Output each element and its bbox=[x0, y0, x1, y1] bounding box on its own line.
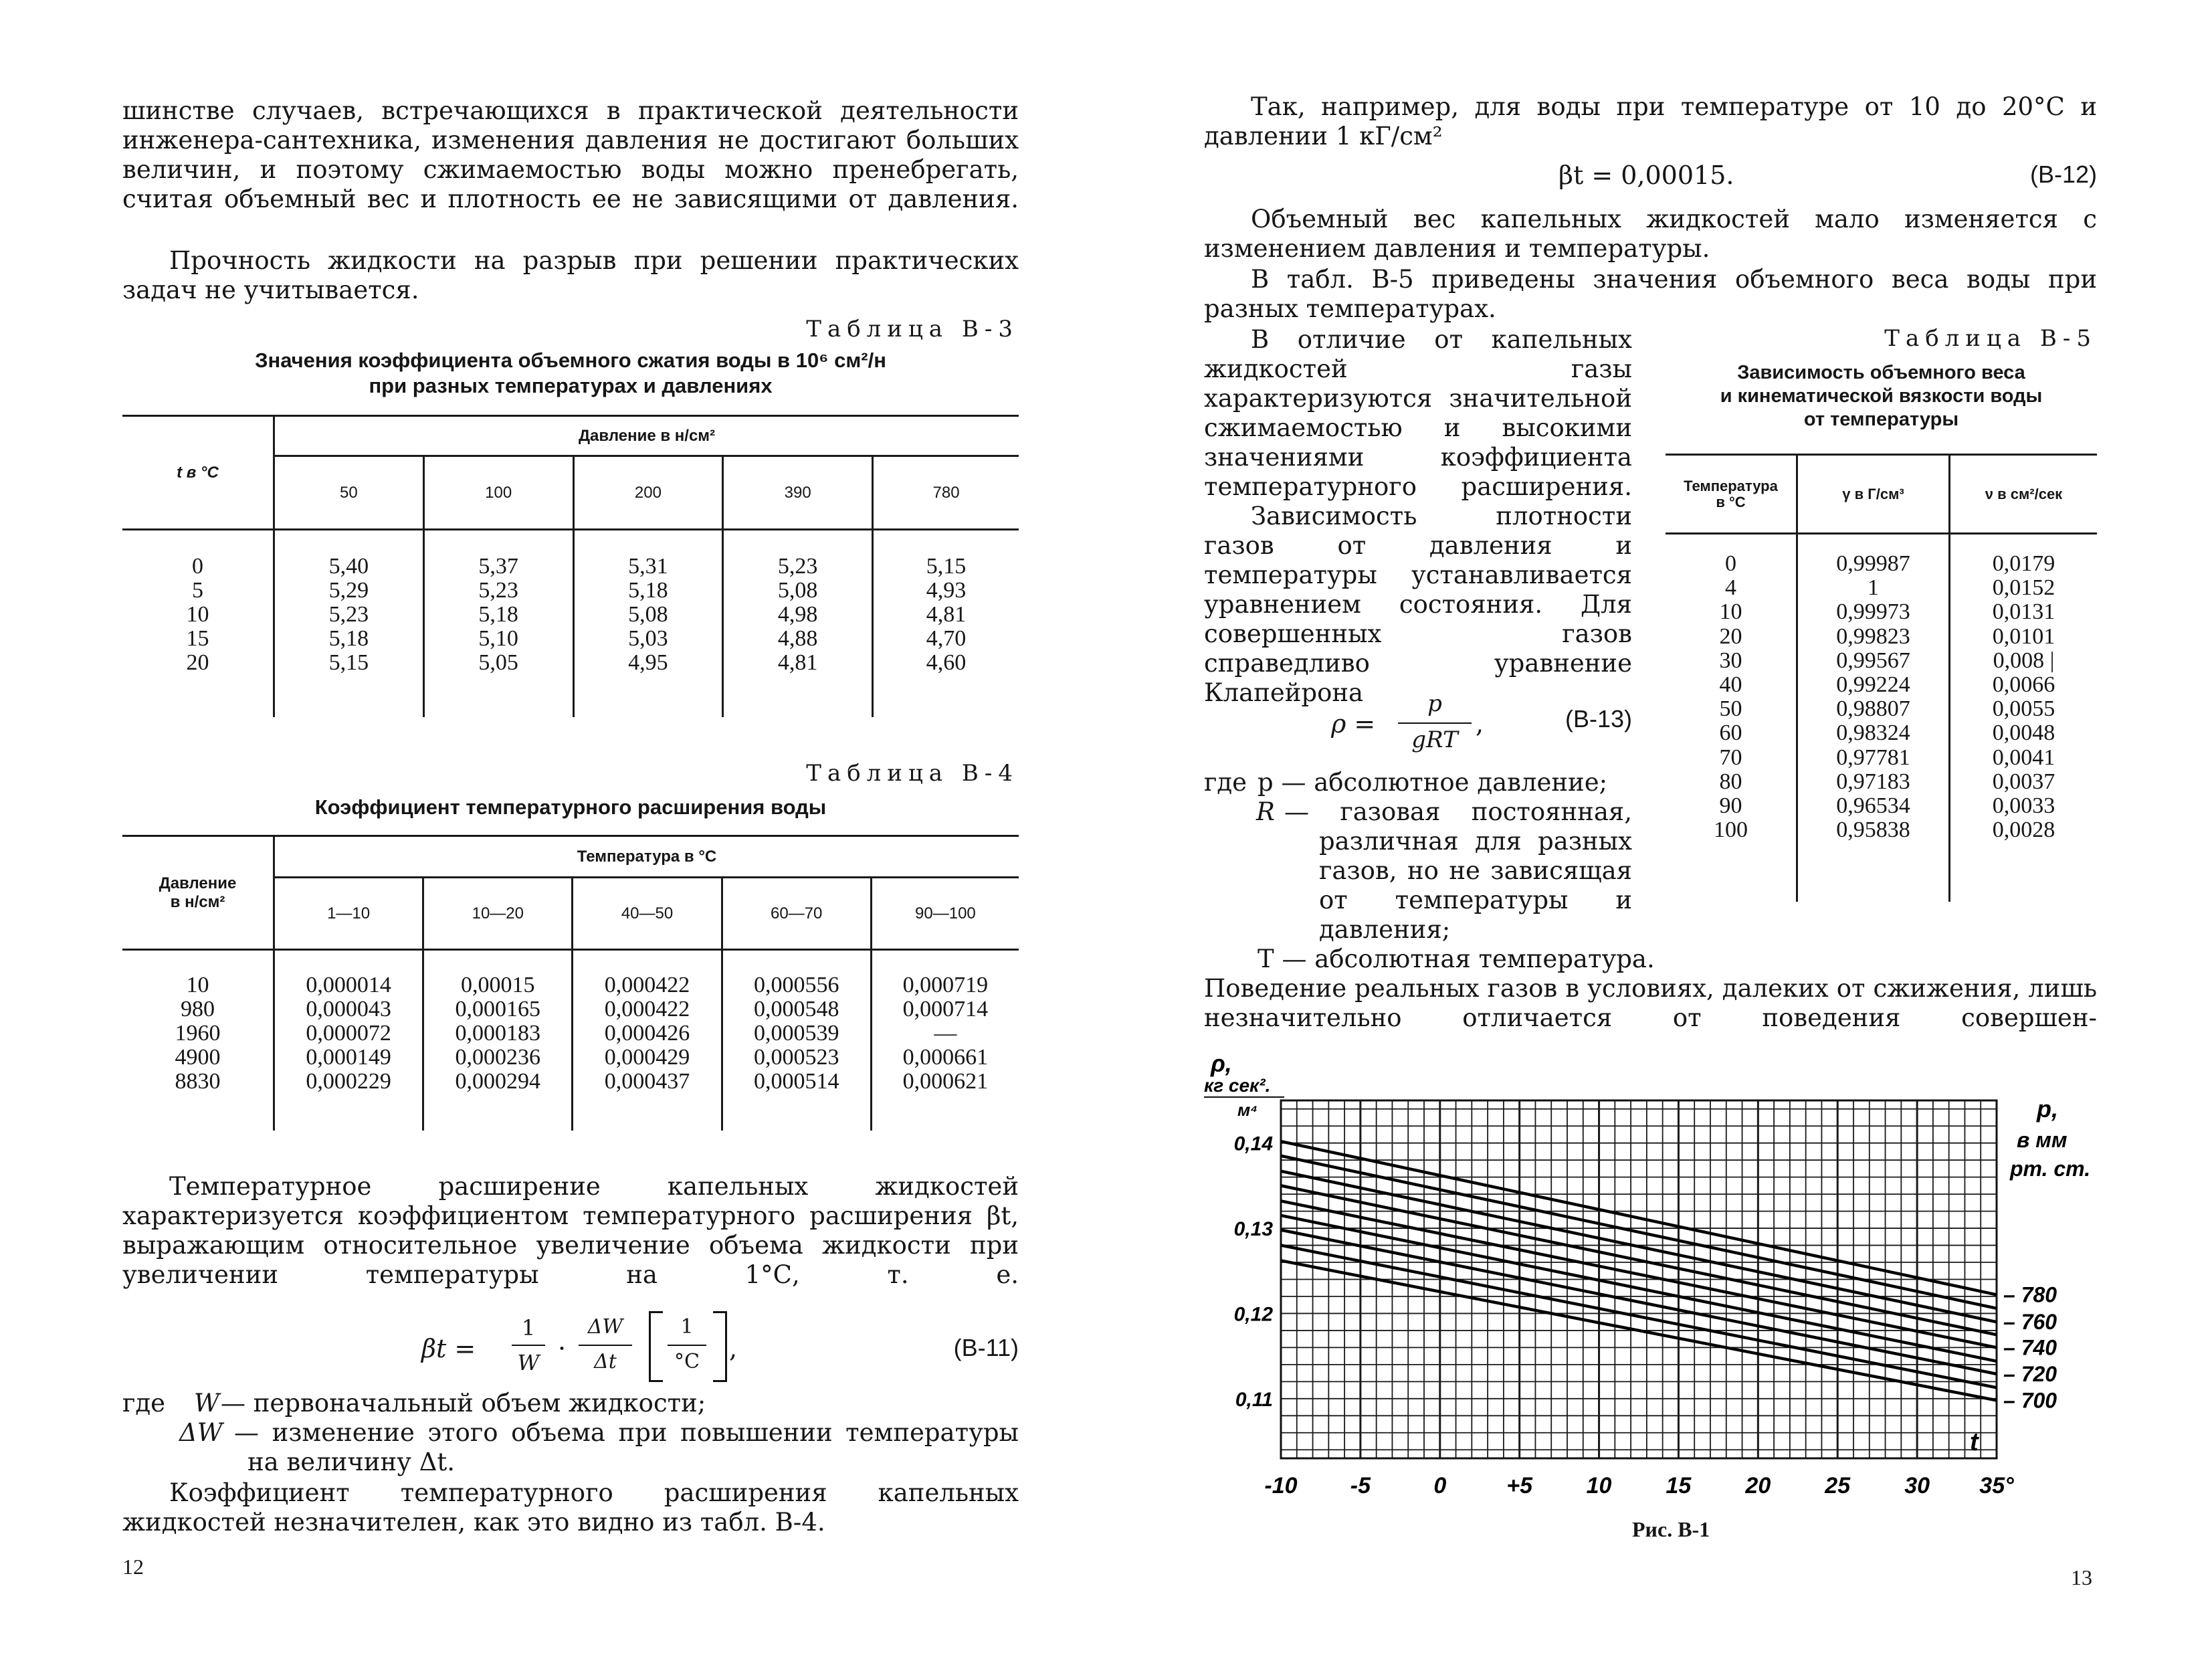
equation-b13 bbox=[1331, 690, 1505, 764]
table-b3-pressure-header: 100 bbox=[423, 456, 573, 530]
series-label-740: – 740 bbox=[2003, 1335, 2057, 1360]
left-para-2: Прочность жидкости на разрыв при решении практических задач не учитывается. bbox=[122, 246, 1019, 304]
table-cell: 0,96534 bbox=[1836, 793, 1910, 819]
table-cell: 5,23 bbox=[328, 602, 369, 627]
table-cell: 0,000437 bbox=[604, 1069, 690, 1094]
table-b3-temps bbox=[122, 530, 274, 717]
x-tick-label: 15 bbox=[1666, 1473, 1692, 1498]
series-label-760: – 760 bbox=[2003, 1310, 2057, 1335]
def-t: T — абсолютная температура. bbox=[1258, 945, 1655, 973]
def-r-symbol: R bbox=[1256, 797, 1275, 826]
table-cell: 0 bbox=[192, 554, 203, 579]
table-cell: 15 bbox=[186, 626, 209, 651]
table-b4-col-2 bbox=[423, 950, 573, 1131]
table-cell: 0,99973 bbox=[1836, 599, 1910, 625]
x-axis-label: t bbox=[1970, 1428, 1979, 1456]
table-b3-col-50 bbox=[274, 530, 424, 717]
table-b5-title-2: и кинематической вязкости воды bbox=[1720, 385, 2043, 407]
table-cell: 5,40 bbox=[328, 554, 369, 579]
table-b3-pressure-header: 50 bbox=[274, 456, 424, 530]
table-cell: 0,99987 bbox=[1836, 551, 1910, 576]
table-cell: 20 bbox=[186, 650, 209, 675]
y-tick-label: 0,14 bbox=[1233, 1133, 1273, 1155]
table-cell: 20 bbox=[1719, 623, 1742, 649]
eq11-dot: · bbox=[558, 1334, 567, 1363]
right-para-5: Зависимость плотности газов от давления и температуры устанавливается уравнением состояния. Для совершенных газов справедливо уравнение Клапейрона bbox=[1204, 502, 1632, 707]
right-where: где bbox=[1204, 768, 1247, 797]
x-tick-label: 35° bbox=[1979, 1473, 2014, 1498]
table-cell: 30 bbox=[1719, 648, 1742, 673]
table-cell: 0,000539 bbox=[753, 1021, 839, 1046]
table-b4-col-3 bbox=[573, 950, 722, 1131]
table-cell: 5 bbox=[192, 578, 203, 603]
table-cell: 0,0152 bbox=[1992, 575, 2055, 601]
x-tick-label: -5 bbox=[1350, 1473, 1371, 1498]
figure-b1-caption: Рис. В-1 bbox=[1632, 1517, 1710, 1541]
eq13-numerator: p bbox=[1427, 690, 1442, 717]
series-line-770 bbox=[1281, 1156, 1997, 1308]
table-cell: 1960 bbox=[175, 1021, 221, 1046]
table-cell: 0,97781 bbox=[1836, 745, 1910, 770]
eq12: βt = 0,00015. bbox=[1559, 161, 1734, 190]
series-line-710 bbox=[1281, 1246, 1997, 1388]
y-tick-label: 0,11 bbox=[1235, 1388, 1273, 1411]
left-where: где bbox=[122, 1389, 166, 1418]
table-cell: 0,000422 bbox=[604, 997, 690, 1021]
table-cell: 0,98807 bbox=[1836, 696, 1910, 722]
table-b3-title-2: при разных температурах и давлениях bbox=[369, 374, 773, 397]
page-number-right: 13 bbox=[2071, 1565, 2092, 1589]
table-cell: 4900 bbox=[175, 1045, 221, 1070]
table-b4-title: Коэффициент температурного расширения воды bbox=[314, 795, 827, 819]
table-cell: 5,18 bbox=[478, 602, 518, 627]
table-cell: 40 bbox=[1719, 672, 1742, 698]
table-b5 bbox=[1666, 454, 2097, 902]
def-p: p — абсолютное давление; bbox=[1258, 768, 1608, 797]
eq11-den2: Δt bbox=[594, 1350, 617, 1373]
table-b3-pressure-header: 390 bbox=[723, 456, 873, 530]
x-tick-label: 30 bbox=[1904, 1473, 1930, 1498]
table-cell: 5,18 bbox=[328, 626, 369, 651]
y-axis-unit-bottom: м⁴ bbox=[1237, 1100, 1258, 1120]
table-cell: 4,81 bbox=[777, 650, 818, 675]
def-dw-text: — изменение этого объема при повышении температуры на величину Δt. bbox=[234, 1418, 1019, 1476]
def-dw-symbol: ΔW bbox=[179, 1418, 223, 1447]
table-b4-label: Таблица В-4 bbox=[806, 760, 1019, 787]
table-b4-col-4 bbox=[722, 950, 871, 1131]
table-cell: 0,000236 bbox=[455, 1045, 541, 1070]
table-b5-gammas bbox=[1797, 534, 1950, 902]
series-line-720 bbox=[1281, 1230, 1997, 1374]
table-b5-title-1: Зависимость объемного веса bbox=[1737, 362, 2025, 383]
table-cell: 4,98 bbox=[777, 602, 818, 627]
table-cell: 5,15 bbox=[926, 554, 967, 579]
table-cell: 0,000294 bbox=[455, 1069, 541, 1094]
y-tick-label: 0,12 bbox=[1233, 1303, 1273, 1326]
series-line-750 bbox=[1281, 1185, 1997, 1335]
table-cell: 0,000014 bbox=[306, 973, 391, 997]
table-b5-title-3: от температуры bbox=[1803, 409, 1959, 430]
x-tick-label: 25 bbox=[1825, 1473, 1851, 1498]
table-cell: 0,97183 bbox=[1836, 769, 1910, 794]
table-b5-temp-header-line2: в °C bbox=[1716, 493, 1746, 510]
def-w-text: — первоначальный объем жидкости; bbox=[221, 1389, 706, 1418]
equation-b11 bbox=[421, 1311, 769, 1391]
table-b4-col0-line1: Давление bbox=[159, 874, 237, 892]
def-w-symbol: W bbox=[194, 1389, 220, 1418]
eq11-num3: 1 bbox=[680, 1315, 694, 1339]
table-cell: 0,000621 bbox=[902, 1069, 989, 1094]
table-cell: 0,000149 bbox=[306, 1045, 391, 1070]
table-b3-pressure-header: 200 bbox=[573, 456, 723, 530]
chart-lines bbox=[1281, 1141, 1997, 1400]
table-cell: 0,0048 bbox=[1992, 720, 2055, 746]
eq11-bracket-left bbox=[649, 1311, 663, 1382]
table-b3-title-1: Значения коэффициента объемного сжатия воды в 10⁶ см²/н bbox=[255, 349, 886, 372]
table-cell: 5,18 bbox=[628, 578, 668, 603]
table-b3-col-100 bbox=[423, 530, 573, 717]
figure-b1-chart bbox=[1191, 1057, 2127, 1559]
table-b4-range-header: 90—100 bbox=[871, 878, 1019, 950]
right-para-3: В табл. В-5 приведены значения объемного веса воды при разных температурах. bbox=[1204, 265, 2097, 323]
page-number-left: 12 bbox=[122, 1555, 144, 1579]
table-cell: 0,000523 bbox=[753, 1045, 839, 1070]
table-cell: 1 bbox=[1868, 575, 1879, 601]
table-cell: 5,29 bbox=[328, 578, 369, 603]
table-b5-gamma-header: γ в Г/см³ bbox=[1797, 455, 1950, 534]
table-cell: 10 bbox=[186, 973, 209, 997]
right-para-2: Объемный вес капельных жидкостей мало изменяется с изменением давления и температуры. bbox=[1204, 205, 2097, 263]
table-b4-range-header: 60—70 bbox=[722, 878, 871, 950]
table-cell: 0,000043 bbox=[306, 997, 391, 1021]
x-tick-label: 10 bbox=[1586, 1473, 1612, 1498]
table-b4 bbox=[122, 835, 1019, 1131]
table-cell: 4,88 bbox=[777, 626, 818, 651]
table-cell: 80 bbox=[1719, 769, 1742, 794]
table-b5-label: Таблица В-5 bbox=[1884, 325, 2097, 352]
table-cell: 0,99224 bbox=[1836, 672, 1910, 698]
x-tick-label: +5 bbox=[1506, 1473, 1533, 1498]
left-para-4: Коэффициент температурного расширения капельных жидкостей незначителен, как это видно из табл. В-4. bbox=[122, 1478, 1019, 1537]
table-cell: 0,000556 bbox=[753, 973, 839, 997]
table-b5-nu-header: ν в см²/сек bbox=[1950, 455, 2098, 534]
left-para-1: шинстве случаев, встречающихся в практической деятельности инженера-сантехника, изменения давления не достигают больших величин, и поэтому сжимаемостью воды можно пренебрегать, считая объемный вес и плотность ее не зависящими от давления. bbox=[122, 96, 1019, 213]
eq13-comma: , bbox=[1476, 709, 1484, 739]
table-cell: — bbox=[934, 1021, 957, 1046]
table-cell: 100 bbox=[1714, 817, 1748, 843]
table-cell: 0,000072 bbox=[306, 1021, 391, 1046]
table-cell: 0,99823 bbox=[1836, 623, 1910, 649]
table-cell: 4,70 bbox=[926, 626, 967, 651]
table-cell: 5,08 bbox=[628, 602, 668, 627]
table-b4-range-header: 1—10 bbox=[274, 878, 423, 950]
left-para-3: Температурное расширение капельных жидкостей характеризуется коэффициентом температурного расширения βt, выражающим относительное увеличение объема жидкости при увеличении температуры на 1°С, т. е. bbox=[122, 1172, 1019, 1289]
right-axis-unit-1: в мм bbox=[2017, 1128, 2068, 1152]
y-tick-label: 0,13 bbox=[1233, 1218, 1273, 1241]
table-cell: 5,31 bbox=[628, 554, 668, 579]
table-cell: 8830 bbox=[175, 1069, 221, 1094]
table-cell: 0,0037 bbox=[1992, 769, 2055, 794]
table-b3-col-390 bbox=[723, 530, 873, 717]
series-line-730 bbox=[1281, 1215, 1997, 1361]
table-cell: 980 bbox=[181, 997, 215, 1021]
table-b4-col0-header bbox=[122, 836, 274, 950]
table-cell: 5,10 bbox=[478, 626, 518, 651]
table-b3-label: Таблица В-3 bbox=[806, 316, 1019, 343]
eq11-comma: , bbox=[729, 1334, 738, 1363]
eq13-denominator: gRT bbox=[1411, 726, 1458, 753]
right-para-4: В отличие от капельных жидкостей газы характеризуются значительной сжимаемостью и высокими значениями коэффициента температурного расширения. bbox=[1204, 325, 1632, 501]
right-para-1: Так, например, для воды при температуре от 10 до 20°С и давлении 1 кГ/см² bbox=[1204, 92, 2097, 151]
table-b5-temp-header bbox=[1666, 455, 1797, 534]
eq11-den3: °C bbox=[674, 1350, 700, 1373]
table-cell: 0,000719 bbox=[902, 973, 989, 997]
table-cell: 0,0033 bbox=[1992, 793, 2055, 819]
eq11-frac-bar bbox=[579, 1345, 632, 1346]
x-tick-label: 0 bbox=[1433, 1473, 1447, 1498]
series-label-700: – 700 bbox=[2003, 1388, 2057, 1413]
table-b4-range-header: 40—50 bbox=[573, 878, 722, 950]
series-label-780: – 780 bbox=[2003, 1282, 2057, 1307]
table-cell: 4,93 bbox=[926, 578, 967, 603]
table-b4-col-5 bbox=[871, 950, 1019, 1131]
table-cell: 0,00015 bbox=[461, 973, 535, 997]
x-tick-label: 20 bbox=[1745, 1473, 1771, 1498]
table-cell: 5,03 bbox=[628, 626, 668, 651]
table-cell: 0,000514 bbox=[753, 1069, 839, 1094]
table-cell: 5,08 bbox=[777, 578, 818, 603]
x-tick-label: -10 bbox=[1264, 1473, 1298, 1498]
eq13-frac-bar bbox=[1398, 722, 1472, 724]
right-axis-unit-2: рт. ст. bbox=[2010, 1157, 2091, 1181]
table-b4-range-header: 10—20 bbox=[423, 878, 573, 950]
table-b3 bbox=[122, 415, 1019, 717]
table-cell: 0,0066 bbox=[1992, 672, 2055, 698]
eq11-frac-bar bbox=[668, 1345, 706, 1346]
eq11-lhs: βt = bbox=[421, 1334, 476, 1363]
chart-grid bbox=[1281, 1100, 1997, 1458]
series-label-720: – 720 bbox=[2003, 1361, 2057, 1386]
table-cell: 0,000426 bbox=[604, 1021, 690, 1046]
table-cell: 50 bbox=[1719, 696, 1742, 722]
table-cell: 10 bbox=[1719, 599, 1742, 625]
series-line-740 bbox=[1281, 1201, 1997, 1347]
table-cell: 5,23 bbox=[478, 578, 518, 603]
eq13-lhs: ρ = bbox=[1331, 709, 1376, 739]
table-cell: 5,15 bbox=[328, 650, 369, 675]
table-cell: 0 bbox=[1725, 551, 1736, 576]
table-cell: 4 bbox=[1725, 575, 1736, 601]
table-cell: 0,0131 bbox=[1992, 599, 2055, 625]
table-cell: 0,000661 bbox=[902, 1045, 989, 1070]
table-cell: 0,95838 bbox=[1836, 817, 1910, 843]
table-cell: 0,0179 bbox=[1992, 551, 2055, 576]
table-b5-temps bbox=[1666, 534, 1797, 902]
table-cell: 0,000165 bbox=[455, 997, 541, 1021]
table-cell: 0,99567 bbox=[1836, 648, 1910, 673]
table-cell: 0,000548 bbox=[753, 997, 839, 1021]
table-cell: 0,0041 bbox=[1992, 745, 2055, 770]
table-b3-col0-header: t в °C bbox=[122, 416, 274, 530]
right-axis-symbol: p, bbox=[2037, 1095, 2058, 1123]
eq11-num2: ΔW bbox=[587, 1315, 623, 1339]
table-b3-col-780 bbox=[873, 530, 1019, 717]
table-cell: 0,98324 bbox=[1836, 720, 1910, 746]
table-cell: 5,23 bbox=[777, 554, 818, 579]
def-r-text: — газовая постоянная, различная для разных газов, но не зависящая от температуры и давления; bbox=[1284, 797, 1632, 944]
y-axis-unit-top: кг сек². bbox=[1204, 1075, 1271, 1096]
table-cell: 4,81 bbox=[926, 602, 967, 627]
table-cell: 5,05 bbox=[478, 650, 518, 675]
eq11-frac-bar bbox=[512, 1345, 545, 1346]
table-cell: 0,0101 bbox=[1992, 623, 2055, 649]
table-cell: 0,000229 bbox=[306, 1069, 391, 1094]
table-cell: 0,000422 bbox=[604, 973, 690, 997]
table-cell: 0,008 | bbox=[1993, 648, 2055, 673]
table-cell: 4,60 bbox=[926, 650, 967, 675]
table-cell: 10 bbox=[186, 602, 209, 627]
table-b3-group-header: Давление в н/см² bbox=[274, 416, 1019, 456]
table-cell: 60 bbox=[1719, 720, 1742, 746]
eq13-number: (В-13) bbox=[1565, 705, 1632, 733]
table-b4-group-header: Температура в °C bbox=[274, 836, 1019, 878]
table-b4-pressures bbox=[122, 950, 274, 1131]
table-cell: 4,95 bbox=[628, 650, 668, 675]
table-cell: 0,000714 bbox=[902, 997, 989, 1021]
y-axis-symbol: ρ, bbox=[1211, 1057, 1232, 1077]
eq12-number: (В-12) bbox=[2029, 161, 2097, 188]
table-cell: 90 bbox=[1719, 793, 1742, 819]
right-para-6: Поведение реальных газов в условиях, далеких от сжижения, лишь незначительно отличается от поведения совершен- bbox=[1204, 974, 2097, 1032]
table-b5-temp-header-line1: Температура bbox=[1684, 477, 1778, 494]
table-cell: 5,37 bbox=[478, 554, 518, 579]
eq11-den1: W bbox=[517, 1350, 540, 1375]
table-b3-pressure-header: 780 bbox=[873, 456, 1019, 530]
eq11-number: (В-11) bbox=[953, 1334, 1019, 1361]
table-cell: 0,000429 bbox=[604, 1045, 690, 1070]
table-b4-col-1 bbox=[274, 950, 423, 1131]
table-b5-nus bbox=[1950, 534, 2098, 902]
table-b3-col-200 bbox=[573, 530, 723, 717]
table-cell: 70 bbox=[1719, 745, 1742, 770]
table-cell: 0,0028 bbox=[1992, 817, 2055, 843]
chart-ticks bbox=[1234, 1133, 2014, 1498]
table-cell: 0,000183 bbox=[455, 1021, 541, 1046]
table-cell: 0,0055 bbox=[1992, 696, 2055, 722]
eq11-bracket-right bbox=[713, 1311, 727, 1382]
eq11-num1: 1 bbox=[521, 1315, 536, 1341]
series-line-780 bbox=[1281, 1141, 1997, 1294]
table-b4-col0-line2: в н/см² bbox=[170, 892, 225, 911]
